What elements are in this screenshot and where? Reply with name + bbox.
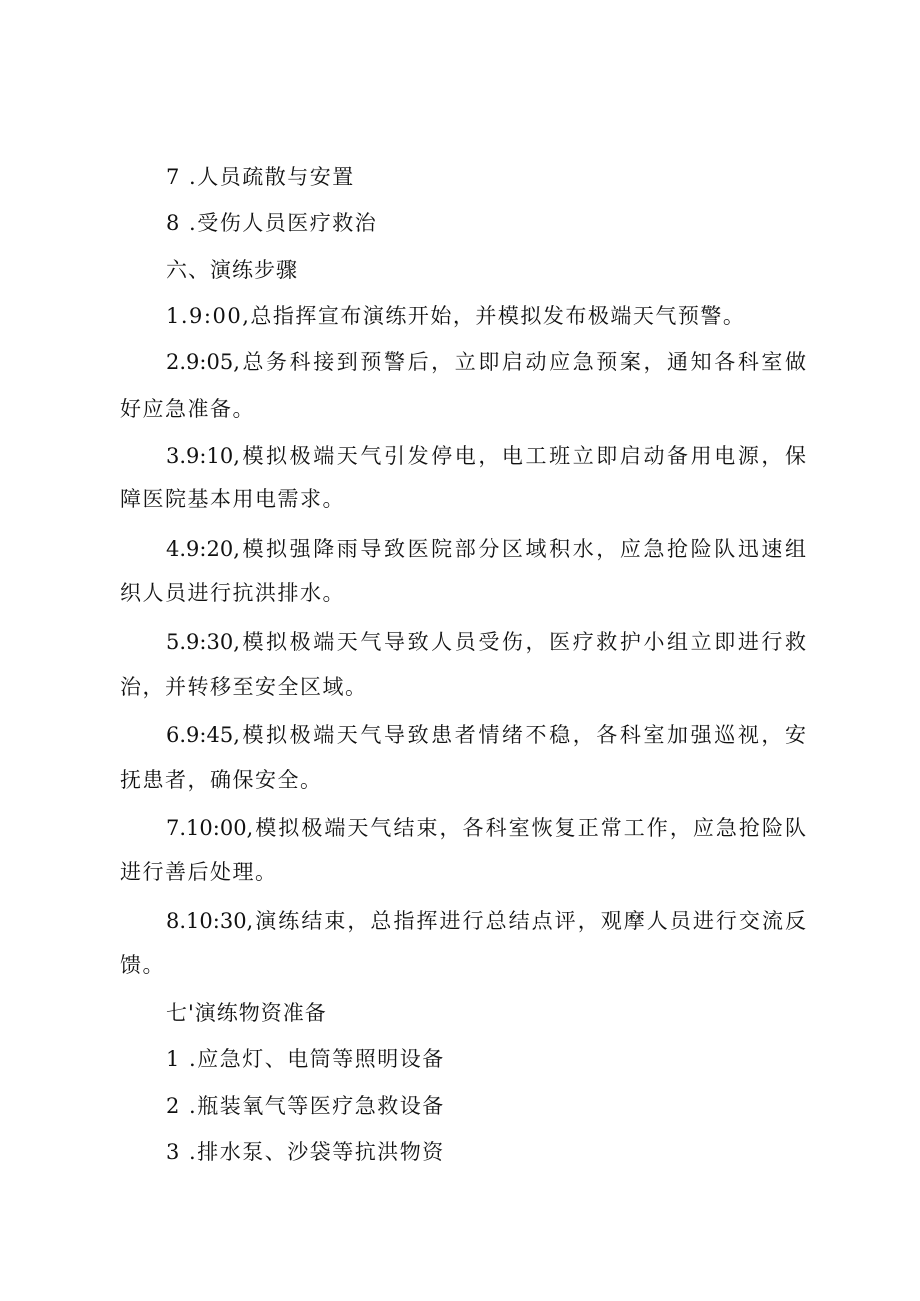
step-line: 5.9:30,模拟极端天气导致人员受伤，医疗救护小组立即进行救 — [166, 630, 806, 654]
step-line-continued: 织人员进行抗洪排水。 — [120, 581, 345, 605]
list-item: 8 .受伤人员医疗救治 — [166, 211, 378, 235]
step-line-continued: 障医院基本用电需求。 — [120, 487, 345, 511]
step-line-continued: 馈。 — [120, 953, 165, 977]
list-item: 2 .瓶装氧气等医疗急救设备 — [166, 1094, 445, 1118]
section-heading: 六、演练步骤 — [166, 258, 298, 282]
step-line-continued: 抚患者，确保安全。 — [120, 768, 323, 792]
step-line-continued: 进行善后处理。 — [120, 860, 278, 884]
step-line-continued: 治，并转移至安全区域。 — [120, 675, 368, 699]
step-line: 7.10:00,模拟极端天气结束，各科室恢复正常工作，应急抢险队 — [166, 816, 806, 840]
list-item: 7 .人员疏散与安置 — [166, 165, 355, 189]
step-line: 2.9:05,总务科接到预警后，立即启动应急预案，通知各科室做 — [166, 350, 806, 374]
step-line: 8.10:30,演练结束，总指挥进行总结点评，观摩人员进行交流反 — [166, 909, 806, 933]
step-line-continued: 好应急准备。 — [120, 397, 255, 421]
step-line: 4.9:20,模拟强降雨导致医院部分区域积水，应急抢险队迅速组 — [166, 537, 806, 561]
step-line: 3.9:10,模拟极端天气引发停电，电工班立即启动备用电源，保 — [166, 444, 806, 468]
section-heading: 七'演练物资准备 — [166, 1001, 327, 1025]
step-line: 6.9:45,模拟极端天气导致患者情绪不稳，各科室加强巡视，安 — [166, 723, 806, 747]
list-item: 3 .排水泵、沙袋等抗洪物资 — [166, 1140, 445, 1164]
list-item: 1 .应急灯、电筒等照明设备 — [166, 1047, 445, 1071]
step-line: 1.9:00,总指挥宣布演练开始，并模拟发布极端天气预警。 — [166, 304, 746, 328]
